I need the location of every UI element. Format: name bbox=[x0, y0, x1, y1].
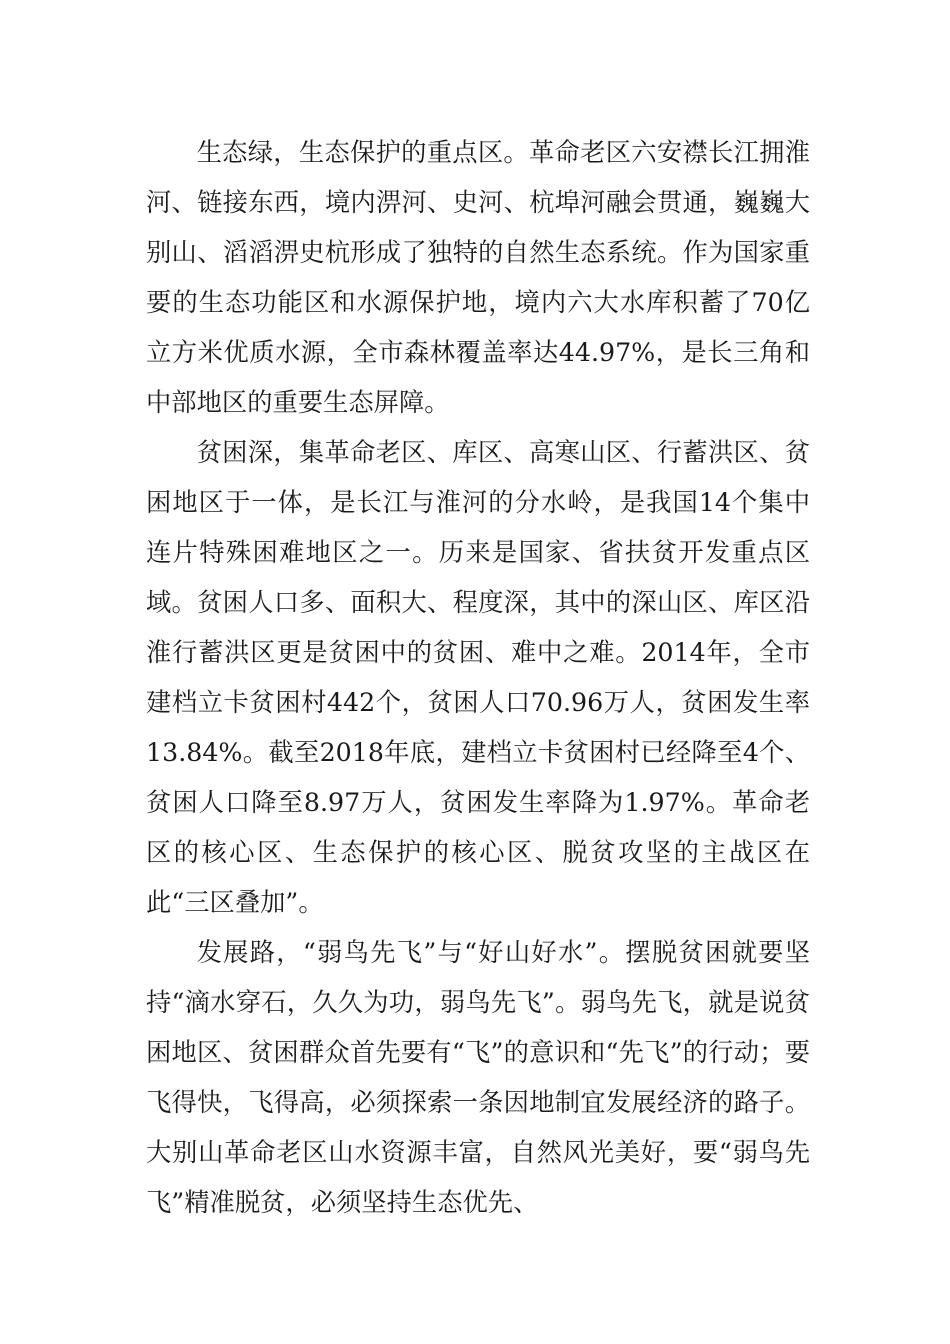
paragraph-ecology: 生态绿，生态保护的重点区。革命老区六安襟长江拥淮河、链接东西，境内淠河、史河、杭埠河融会贯通，巍巍大别山、滔滔淠史杭形成了独特的自然生态系统。作为国家重要的生态功能区和水源保护地，境内六大水库积蓄了70亿立方米优质水源，全市森林覆盖率达44.97%，是长三角和中部地区的重要生态屏障。 bbox=[146, 138, 810, 417]
body-text bbox=[146, 128, 810, 1228]
paragraph-poverty: 贫困深，集革命老区、库区、高寒山区、行蓄洪区、贫困地区于一体，是长江与淮河的分水岭，是我国14个集中连片特殊困难地区之一。历来是国家、省扶贫开发重点区域。贫困人口多、面积大、程度深，其中的深山区、库区沿淮行蓄洪区更是贫困中的贫困、难中之难。2014年，全市建档立卡贫困村442个，贫困人口70.96万人，贫困发生率13.84%。截至2018年底，建档立卡贫困村已经降至4个、贫困人口降至8.97万人，贫困发生率降为1.97%。革命老区的核心区、生态保护的核心区、脱贫攻坚的主战区在此“三区叠加”。 bbox=[146, 438, 810, 917]
paragraph-development: 发展路，“弱鸟先飞”与“好山好水”。摆脱贫困就要坚持“滴水穿石，久久为功，弱鸟先飞”。弱鸟先飞，就是说贫困地区、贫困群众首先要有“飞”的意识和“先飞”的行动；要飞得快，飞得高，必须探索一条因地制宜发展经济的路子。大别山革命老区山水资源丰富，自然风光美好，要“弱鸟先飞”精准脱贫，必须坚持生态优先、 bbox=[146, 938, 810, 1217]
